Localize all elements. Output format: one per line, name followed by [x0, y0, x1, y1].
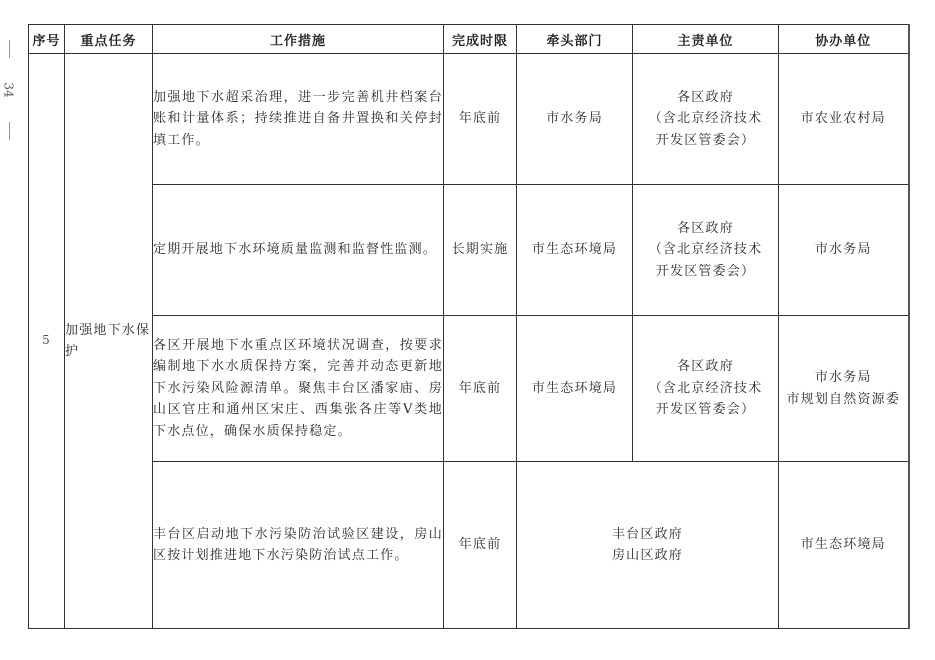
- measure-cell: 各区开展地下水重点区环境状况调查，按要求编制地下水水质保持方案，完善并动态更新地下水污染风险源清单。聚焦丰台区潘家庙、房山区官庄和通州区宋庄、西集张各庄等Ⅴ类地下水点位，确保水质保持稳定。: [153, 316, 444, 462]
- table-row: [29, 54, 909, 185]
- responsible-line: 丰台区政府: [611, 526, 683, 542]
- header-task: 重点任务: [65, 25, 153, 54]
- responsible-line: 开发区管委会）: [655, 402, 756, 418]
- responsible-line: （含北京经济技术: [648, 242, 763, 258]
- task-table: [28, 24, 910, 629]
- assist-line: 市水务局: [814, 242, 872, 258]
- assist-line: 市生态环境局: [800, 537, 886, 553]
- responsible-line: 开发区管委会）: [655, 263, 756, 279]
- task-cell: 加强地下水保护: [65, 54, 153, 629]
- responsible-cell: [633, 316, 779, 462]
- responsible-line: 各区政府: [677, 89, 734, 105]
- responsible-line: 开发区管委会）: [655, 132, 756, 148]
- assist-cell: [779, 54, 909, 185]
- measure-cell: 加强地下水超采治理，进一步完善机井档案台账和计量体系；持续推进自备井置换和关停封填工作。: [153, 54, 444, 185]
- header-seq: 序号: [29, 25, 65, 54]
- deadline-cell: 年底前: [444, 316, 517, 462]
- deadline-cell: 长期实施: [444, 185, 517, 316]
- page-number: [0, 40, 18, 140]
- page-number-label: 34: [2, 82, 16, 98]
- assist-cell: [779, 462, 909, 629]
- measure-cell: 定期开展地下水环境质量监测和监督性监测。: [153, 185, 444, 316]
- lead-cell: 市水务局: [517, 54, 633, 185]
- measure-cell: 丰台区启动地下水污染防治试验区建设，房山区按计划推进地下水污染防治试点工作。: [153, 462, 444, 629]
- responsible-line: 房山区政府: [611, 548, 683, 563]
- responsible-cell: [633, 185, 779, 316]
- page-number-dash-bottom: [9, 122, 10, 140]
- deadline-cell: 年底前: [444, 54, 517, 185]
- lead-and-responsible-cell: [517, 462, 779, 629]
- header-responsible: 主责单位: [633, 25, 779, 54]
- header-lead: 牵头部门: [517, 25, 633, 54]
- responsible-line: 各区政府: [677, 359, 734, 375]
- seq-cell: 5: [29, 54, 65, 629]
- responsible-line: （含北京经济技术: [648, 380, 763, 396]
- header-deadline: 完成时限: [444, 25, 517, 54]
- table-row: [29, 316, 909, 462]
- assist-line: 市水务局: [814, 370, 872, 385]
- header-assist: 协办单位: [779, 25, 909, 54]
- assist-cell: [779, 185, 909, 316]
- header-row: [29, 25, 909, 54]
- assist-line: 市农业农村局: [800, 111, 886, 127]
- lead-cell: 市生态环境局: [517, 316, 633, 462]
- assist-cell: [779, 316, 909, 462]
- header-measure: 工作措施: [153, 25, 444, 54]
- deadline-cell: 年底前: [444, 462, 517, 629]
- page-number-dash-top: [9, 40, 10, 58]
- assist-line: 市规划自然资源委: [786, 391, 901, 407]
- table-row: [29, 185, 909, 316]
- table-row: [29, 462, 909, 629]
- responsible-cell: [633, 54, 779, 185]
- responsible-line: 各区政府: [677, 220, 734, 236]
- lead-cell: 市生态环境局: [517, 185, 633, 316]
- responsible-line: （含北京经济技术: [648, 111, 763, 127]
